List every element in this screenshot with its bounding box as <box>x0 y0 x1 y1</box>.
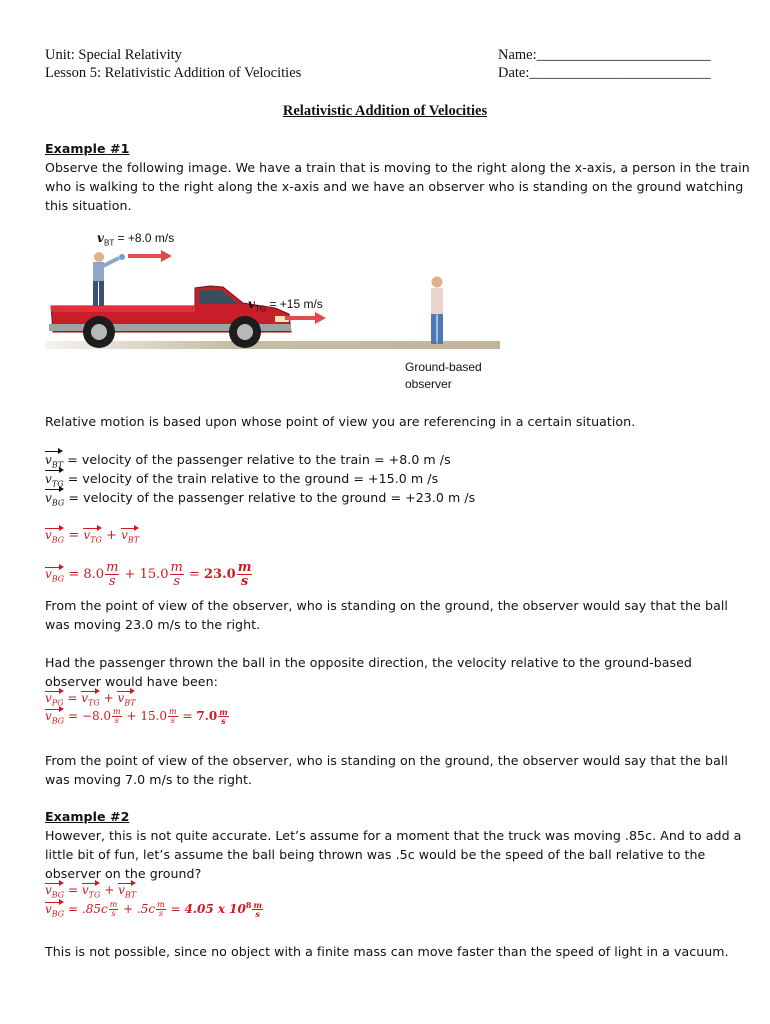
example2-heading: Example #2 <box>45 809 130 824</box>
conclusion2-line: was moving 7.0 m/s to the right. <box>45 772 253 787</box>
truck-figure <box>45 228 505 398</box>
name-blank: ________________________ <box>536 47 711 63</box>
example2-equation-sum: $v_{BG} = v_{TG} + v_{BT}$ <box>45 883 137 900</box>
example2-text-line: little bit of fun, let’s assume the ball being thrown was .5c would be the speed of the ball relative to the <box>45 847 706 862</box>
equation-sum-bg: $v_{BG} = v_{TG} + v_{BT}$ <box>45 528 140 545</box>
example2-conclusion: This is not possible, since no object with a finite mass can move faster than the speed of light in a vacuum. <box>45 944 729 959</box>
conclusion1-line: was moving 23.0 m/s to the right. <box>45 617 261 632</box>
example1-intro-line: this situation. <box>45 198 132 213</box>
date-blank: _________________________ <box>529 65 711 81</box>
equation-value-bg: $v_{BG} = 8.0$ $\frac{m}{s}$ + 15.0 $\frac{m}{s}$ = 23.0 $\frac{m}{s}$ <box>45 560 252 589</box>
conclusion1-line: From the point of view of the observer, who is standing on the ground, the observer would say that the ball <box>45 598 728 613</box>
name-field <box>498 46 711 64</box>
equation-sum-pg: $v_{PG} = v_{TG} + v_{BT}$ <box>45 691 136 708</box>
equation-value-bg-opposite: $v_{BG} = -8.0$ $\frac{m}{s}$ + 15.0 $\frac{m}{s}$ = 7.0 $\frac{m}{s}$ <box>45 707 228 726</box>
conclusion2-line: From the point of view of the observer, who is standing on the ground, the observer would say that the ball <box>45 753 728 768</box>
observer-label: Ground-based observer <box>405 360 482 391</box>
example2-text-line: However, this is not quite accurate. Let’s assume for a moment that the truck was moving .85c. And to add a <box>45 828 742 843</box>
velocity-arrow-bt <box>128 250 172 262</box>
unit-label: Unit: Special Relativity <box>45 47 182 63</box>
passenger-icon <box>93 252 125 306</box>
example2-equation-value: $v_{BG} = .85c$ $\frac{m}{s}$ + .5c $\frac{m}{s}$ = 4.05 x $10^8$ $\frac{m}{s}$ <box>45 900 262 919</box>
opposite-line: Had the passenger thrown the ball in the opposite direction, the velocity relative to the ground-based <box>45 655 692 670</box>
observer-icon <box>431 277 443 345</box>
v-tg-label: $v_{TG} = +15$ m/s <box>248 297 323 314</box>
name-label: Name: <box>498 47 537 63</box>
definition-v-tg: $v_{TG}$ = velocity of the train relative to the ground = +15.0 m /s <box>45 469 438 493</box>
example2-text-line: observer on the ground? <box>45 866 202 881</box>
date-field <box>498 64 711 82</box>
truck-icon <box>49 286 291 348</box>
example1-intro-line: Observe the following image. We have a train that is moving to the right along the x-axis, a person in the train <box>45 160 750 175</box>
velocity-arrow-tg <box>285 312 326 324</box>
example1-intro-line: who is walking to the right along the x-axis and we have an observer who is standing on the ground watching <box>45 179 744 194</box>
date-label: Date: <box>498 65 530 81</box>
lesson-label: Lesson 5: Relativistic Addition of Velocities <box>45 65 302 81</box>
definition-v-bg: $v_{BG}$ = velocity of the passenger relative to the ground = +23.0 m /s <box>45 488 475 512</box>
example1-heading: Example #1 <box>45 141 130 156</box>
definition-v-bt: $v_{BT}$ = velocity of the passenger relative to the train = +8.0 m /s <box>45 450 451 474</box>
relative-motion-text: Relative motion is based upon whose point of view you are referencing in a certain situation. <box>45 414 636 429</box>
page-title: Relativistic Addition of Velocities <box>282 103 488 119</box>
v-bt-label: $v_{BT} = +8.0$ m/s <box>97 231 175 248</box>
opposite-line: observer would have been: <box>45 674 218 689</box>
